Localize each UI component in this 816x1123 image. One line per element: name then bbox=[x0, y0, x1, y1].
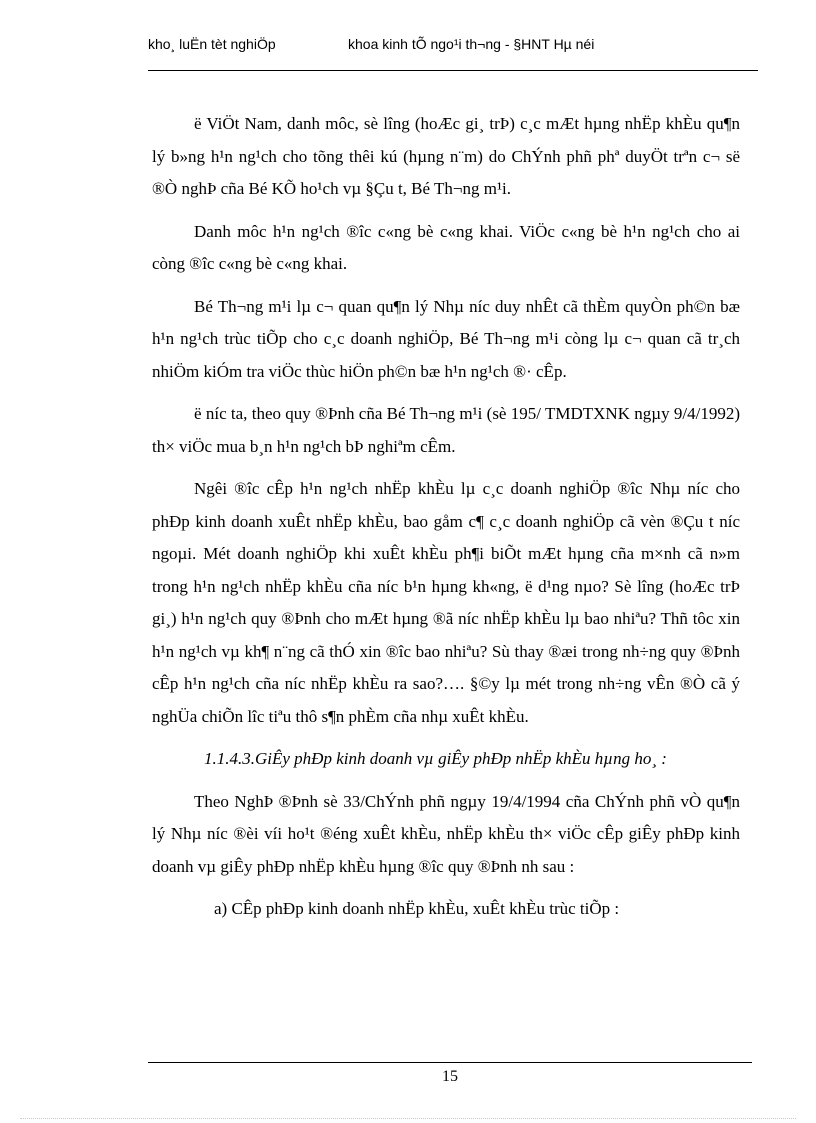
section-heading: 1.1.4.3.GiÊy phÐp kinh doanh vµ giÊy phÐp nhËp khÈu hµng ho¸ : bbox=[204, 749, 667, 768]
list-item: a) CÊp phÐp kinh doanh nhËp khÈu, xuÊt khÈu trùc tiÕp : bbox=[214, 899, 620, 918]
page-number: 15 bbox=[442, 1068, 458, 1085]
page-edge bbox=[20, 1118, 796, 1119]
body-paragraph: ë ViÖt Nam, danh môc, sè lîng (hoÆc gi¸ trÞ) c¸c mÆt hµng nhËp khÈu qu¶n lý b»ng h¹n ng¹ch cho tõng thêi kú (hµng n¨m) do ChÝnh phñ phª duyÖt trªn c¬ së ®Ò nghÞ cña Bé KÕ ho¹ch vµ §Çu t, Bé Th¬ng m¹i. bbox=[152, 114, 740, 198]
body-paragraph: ë níc ta, theo quy ®Þnh cña Bé Th¬ng m¹i (sè 195/ TMDTXNK ngµy 9/4/1992) th× viÖc mua b¸n h¹n ng¹ch bÞ nghiªm cÊm. bbox=[152, 404, 740, 456]
body-paragraph: Theo NghÞ ®Þnh sè 33/ChÝnh phñ ngµy 19/4/1994 cña ChÝnh phñ vÒ qu¶n lý Nhµ níc ®èi víi ho¹t ®éng xuÊt khÈu, nhËp khÈu th× viÖc cÊp giÊy phÐp kinh doanh vµ giÊy phÐp nhËp khÈu hµng ®îc quy ®Þnh nh sau : bbox=[152, 791, 740, 876]
page-body bbox=[152, 108, 740, 936]
header-rule bbox=[148, 70, 758, 71]
header-right-text: khoa kinh tÕ ngo¹i th¬ng - §HNT Hµ néi bbox=[348, 36, 595, 52]
body-paragraph: Ngêi ®îc cÊp h¹n ng¹ch nhËp khÈu lµ c¸c doanh nghiÖp ®îc Nhµ níc cho phÐp kinh doanh xuÊt nhËp khÈu, bao gåm c¶ c¸c doanh nghiÖp cã vèn ®Çu t níc ngoµi. Mét doanh nghiÖp khi xuÊt khÈu ph¶i biÕt mÆt hµng cña m×nh cã n»m trong h¹n ng¹ch nhËp khÈu cña níc b¹n hµng kh«ng, ë d¹ng nµo? Sè lîng (hoÆc trÞ gi¸) h¹n ng¹ch quy ®Þnh cho mÆt hµng ®ã níc nhËp khÈu lµ bao nhiªu? Thñ tôc xin h¹n ng¹ch vµ kh¶ n¨ng cã thÓ xin ®îc bao nhiªu? Sù thay ®æi trong nh÷ng quy ®Þnh cÊp h¹n ng¹ch cña níc nhËp khÈu ra sao?…. §©y lµ mét trong nh÷ng vÊn ®Ò cã ý nghÜa chiÕn lîc tiªu thô s¶n phÈm cña nhµ xuÊt khÈu. bbox=[152, 479, 740, 726]
body-paragraph: Danh môc h¹n ng¹ch ®îc c«ng bè c«ng khai. ViÖc c«ng bè h¹n ng¹ch cho ai còng ®îc c«ng bè c«ng khai. bbox=[152, 221, 740, 273]
body-paragraph: Bé Th¬ng m¹i lµ c¬ quan qu¶n lý Nhµ níc duy nhÊt cã thÈm quyÒn ph©n bæ h¹n ng¹ch trùc tiÕp cho c¸c doanh nghiÖp, Bé Th¬ng m¹i còng lµ c¬ quan cã tr¸ch nhiÖm kiÓm tra viÖc thùc hiÖn ph©n bæ h¹n ng¹ch ®· cÊp. bbox=[152, 296, 740, 381]
footer-rule bbox=[148, 1062, 752, 1063]
header-left-text: kho¸ luËn tèt nghiÖp bbox=[148, 36, 276, 52]
